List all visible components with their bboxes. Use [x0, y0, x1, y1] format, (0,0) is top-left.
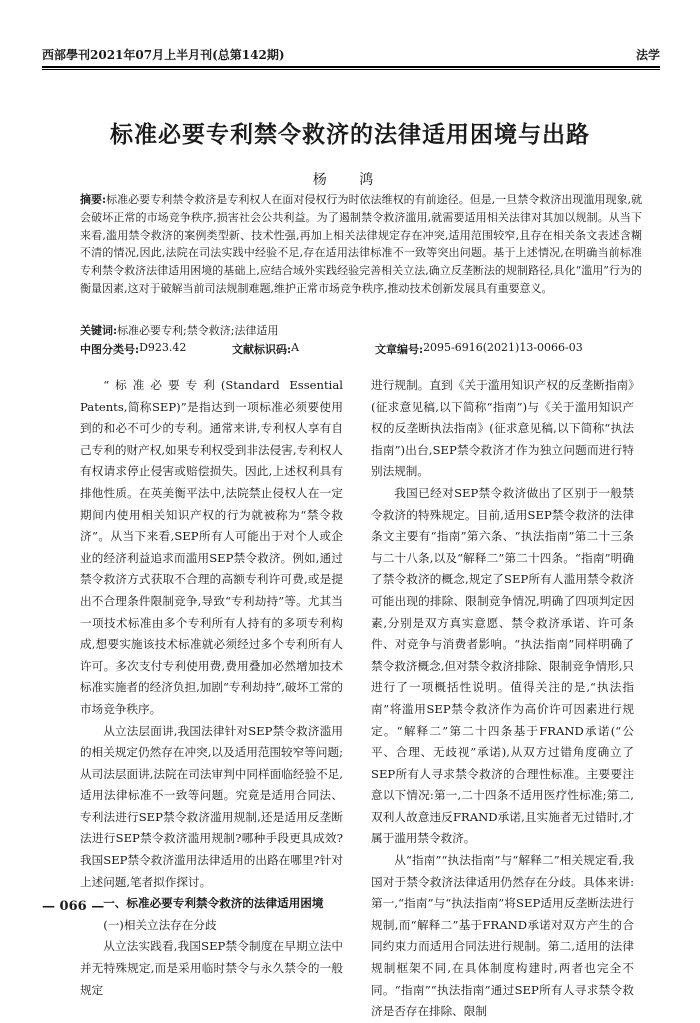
- subsection-heading: (一)相关立法存在分歧: [103, 917, 217, 932]
- paragraph: 从“指南”“执法指南”与“解释二”相关规定看,我国对于禁令救济法律适用仍然存在分歧。具体来讲:第一,“指南”与“执法指南”将SEP适用反垄断法进行规制,而“解释二”基于FRAND承诺对双方产生的合同约束力而适用合同法进行规制。第二,适用的法律规制框架不同,在具体制度构建时,两者也完全不同。“指南”“执法指南”通过SEP所有人寻求禁令救济是否存在排除、限制: [371, 853, 634, 1019]
- keywords-label: 关键词:: [80, 324, 118, 337]
- keywords: [80, 322, 642, 338]
- header-rule: [42, 66, 660, 68]
- clc-number: 中图分类号: D923.42: [80, 341, 187, 356]
- article-meta: [80, 341, 642, 357]
- section-heading: 一、标准必要专利禁令救济的法律适用困境: [103, 896, 324, 911]
- abstract: [80, 191, 642, 298]
- header-rule-thin: [42, 69, 660, 70]
- paragraph: 进行规制。直到《关于滥用知识产权的反垄断指南》(征求意见稿,以下简称“指南”)与《关于滥用知识产权的反垄断执法指南》(征求意见稿,以下简称“执法指南”)出台,SEP禁令救济才作为独立问题而进行特别法规制。: [371, 378, 634, 479]
- page-number: — 066 —: [42, 899, 105, 914]
- paragraph: 从立法层面讲,我国法律针对SEP禁令救济滥用的相关规定仍然存在冲突,以及适用范围较窄等问题;从司法层面讲,法院在司法审判中同样面临经验不足,适用法律标准不一致等问题。究竟是适用合同法、专利法进行SEP禁令救济滥用规制,还是适用反垄断法进行SEP禁令救济滥用规制?哪种手段更具成效?我国SEP禁令救济滥用法律适用的出路在哪里?针对上述问题,笔者拟作探讨。: [80, 723, 343, 889]
- running-header: [42, 46, 660, 64]
- keywords-text: 标准必要专利;禁令救济;法律适用: [117, 324, 279, 337]
- paragraph: 从立法实践看,我国SEP禁令制度在早期立法中并无特殊规定,而是采用临时禁令与永久禁令的一般规定: [80, 939, 343, 997]
- document-code: 文献标识码: A: [232, 341, 300, 356]
- article-author: 杨 鸿: [312, 172, 388, 188]
- section-name: 法学: [635, 48, 660, 62]
- article-number: 文章编号: 2095-6916(2021)13-0066-03: [375, 341, 583, 356]
- journal-issue: 西部學刊2021年07月上半月刊(总第142期): [42, 48, 285, 62]
- article-title: 标准必要专利禁令救济的法律适用困境与出路: [110, 121, 590, 148]
- paragraph: 我国已经对SEP禁令救济做出了区别于一般禁令救济的特殊规定。目前,适用SEP禁令救济的法律条文主要有“指南”第六条、“执法指南”第二十三条与二十八条,以及“解释二”第二十四条。“指南”明确了禁令救济的概念,规定了SEP所有人滥用禁令救济可能出现的排除、限制竞争情况,明确了四项判定因素,分别是双方真实意愿、禁令救济承诺、许可条件、对竞争与消费者影响。“执法指南”同样明确了禁令救济概念,但对禁令救济排除、限制竞争情形,只进行了一项概括性说明。值得关注的是,“执法指南”将滥用SEP禁令救济作为高价许可因素进行规定。“解释二”第二十四条基于FRAND承诺(“公平、合理、无歧视”承诺),从双方过错角度确立了SEP所有人寻求禁令救济的合理性标准。主要要注意以下情况:第一,二十四条不适用医疗性标准;第二,双利人故意违反FRAND承诺,且实施者无过错时,才属于滥用禁令救济。: [371, 485, 634, 846]
- body-column-left: [80, 375, 343, 1001]
- abstract-text: 标准必要专利禁令救济是专利权人在面对侵权行为时依法维权的有前途径。但是,一旦禁令救济出现滥用现象,就会破坏正常的市场竞争秩序,损害社会公共利益。为了遏制禁令救济滥用,就需要适用相关法律对其加以规制。从当下来看,滥用禁令救济的案例类型新、技术性强,再加上相关法律规定存在冲突,适用范围较窄,且存在相关条文表述含糊不清的情况,因此,法院在司法实践中经验不足,存在适用法律标准不一致等突出问题。基于上述情况,在明确当前标准专利禁令救济法律适用困境的基础上,应结合域外实践经验完善相关立法,确立反垄断法的规制路径,具化“滥用”行为的衡量因素,这对于破解当前司法规制难题,维护正常市场竞争秩序,推动技术创新发展具有重要意义。: [80, 193, 643, 295]
- abstract-label: 摘要:: [80, 193, 107, 206]
- body-column-right: [371, 375, 634, 1023]
- paragraph: “标准必要专利(Standard Essential Patents,简称SEP)”是指达到一项标准必须要使用到的和必不可少的专利。通常来讲,专利权人享有自己专利的财产权,如果专利权受到非法侵害,专利权人有权请求停止侵害或赔偿损失。因此,上述权利具有排他性质。在英美衡平法中,法院禁止侵权人在一定期间内使用相关知识产权的行为就被称为“禁令救济”。从当下来看,SEP所有人可能出于对个人或企业的经济利益追求而滥用SEP禁令救济。例如,通过禁令救济方式获取不合理的高额专利许可费,或是提出不合理条件限制竞争,导致“专利劫持”等。尤其当一项技术标准由多个专利所有人持有的多项专利构成,想要实施该技术标准就必须经过多个专利所有人许可。多次支付专利使用费,费用叠加必然增加技术标准实施者的经济负担,加剧“专利劫持”,破坏工常的市场竞争秩序。: [80, 378, 343, 716]
